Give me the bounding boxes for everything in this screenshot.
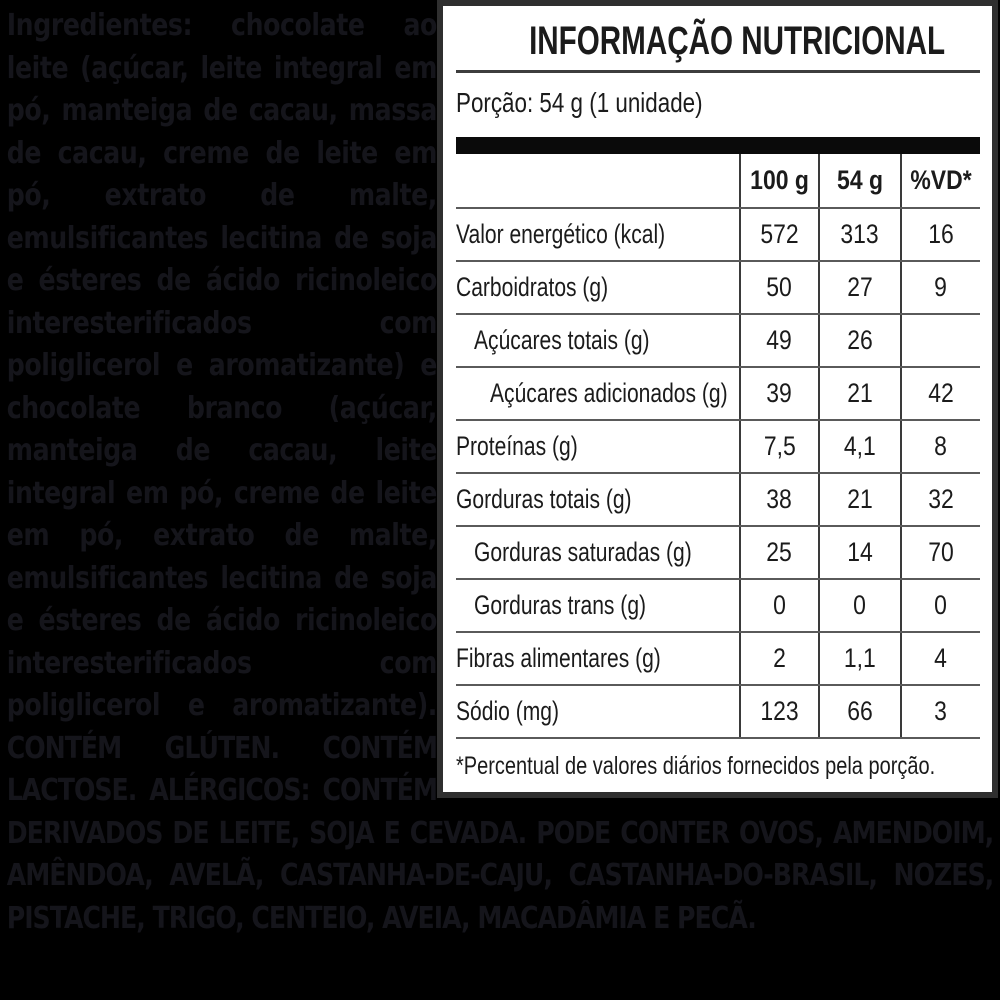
row-value-100g: 0: [773, 590, 786, 620]
row-value-54g: 66: [847, 696, 873, 726]
row-value-vd: 9: [934, 272, 948, 302]
row-label: Sódio (mg): [456, 696, 559, 726]
row-value-100g: 572: [760, 219, 799, 249]
row-value-54g: 21: [847, 484, 873, 514]
header-col-54g-label: 54 g: [837, 165, 883, 195]
header-col-100g: [739, 154, 818, 207]
title-divider: [456, 70, 980, 73]
row-value-100g: 25: [766, 537, 793, 567]
row-label: Proteínas (g): [456, 431, 578, 461]
ingredients-heading: Ingredientes:: [6, 8, 193, 43]
portion-text: Porção: 54 g (1 unidade): [456, 87, 703, 118]
row-value-vd: 4: [934, 643, 948, 673]
row-value-100g: 7,5: [763, 431, 796, 461]
nutrition-facts-panel: [437, 0, 998, 798]
row-value-100g: 39: [766, 378, 793, 408]
panel-title: [456, 18, 980, 64]
row-label: Gorduras saturadas (g): [474, 537, 692, 567]
row-label: Gorduras trans (g): [474, 590, 647, 620]
row-value-100g: 123: [760, 696, 799, 726]
table-row-saturated-fat: [456, 527, 980, 580]
row-value-54g: 14: [847, 537, 873, 567]
table-row-energy: [456, 209, 980, 262]
row-label: Açúcares totais (g): [474, 325, 650, 355]
row-label: Açúcares adicionados (g): [490, 378, 728, 408]
table-row-total-fat: [456, 474, 980, 527]
portion-line: [456, 83, 980, 123]
row-value-54g: 26: [847, 325, 873, 355]
row-label: Fibras alimentares (g): [456, 643, 661, 673]
header-col-54g: [818, 154, 900, 207]
row-value-100g: 38: [766, 484, 793, 514]
table-row-carbs: [456, 262, 980, 315]
row-label: Carboidratos (g): [456, 272, 609, 302]
row-value-vd: 16: [928, 219, 954, 249]
row-value-100g: 2: [773, 643, 786, 673]
row-value-54g: 0: [853, 590, 867, 620]
panel-title-text: INFORMAÇÃO NUTRICIONAL: [529, 19, 946, 63]
daily-value-footnote: [456, 749, 980, 783]
header-separator-bar: [456, 137, 980, 154]
row-value-54g: 21: [847, 378, 873, 408]
table-header-row: [456, 154, 980, 209]
row-value-54g: 313: [840, 219, 880, 249]
row-value-vd: 0: [934, 590, 948, 620]
header-col-vd-label: %VD*: [910, 165, 972, 195]
row-label: Gorduras totais (g): [456, 484, 632, 514]
row-value-54g: 4,1: [844, 431, 876, 461]
row-value-54g: 1,1: [844, 643, 876, 673]
row-value-vd: 3: [934, 696, 948, 726]
header-col-100g-label: 100 g: [750, 165, 809, 195]
allergen-warning: CONTÉM GLÚTEN. CONTÉM LACTOSE. ALÉRGICOS: CONTÉM DERIVADOS DE LEITE, SOJA E CEVADA. PODE CONTER OVOS, AMENDOIM, AMÊNDOA, AVELÃ, CASTANHA-DE-CAJU, CASTANHA-DO-BRASIL, NOZES, PISTACHE, TRIGO, CENTEIO, AVEIA, MACADÂMIA E PECÃ.: [6, 730, 994, 936]
row-value-vd: 70: [928, 537, 954, 567]
row-value-vd: 32: [928, 484, 954, 514]
table-row-added-sugars: [456, 368, 980, 421]
row-value-vd: 42: [928, 378, 954, 408]
row-label: Valor energético (kcal): [456, 219, 666, 249]
row-value-100g: 49: [766, 325, 793, 355]
row-value-vd: 8: [934, 431, 948, 461]
table-row-sodium: [456, 686, 980, 739]
row-value-100g: 50: [766, 272, 793, 302]
header-col-vd: [900, 154, 980, 207]
ingredients-body: chocolate ao leite (açúcar, leite integral em pó, manteiga de cacau, massa de cacau, creme de leite em pó, extrato de malte, emulsificantes lecitina de soja e ésteres de ácido ricinoleico interesterificados com poliglicerol e aromatizante) e chocolate branco (açúcar, manteiga de cacau, leite integral em pó, creme de leite em pó, extrato de malte, emulsificantes lecitina de soja e ésteres de ácido ricinoleico interesterificados com poliglicerol e aromatizante).: [6, 8, 437, 723]
table-row-protein: [456, 421, 980, 474]
table-row-trans-fat: [456, 580, 980, 633]
table-row-fiber: [456, 633, 980, 686]
nutrition-table: [456, 154, 980, 739]
table-row-total-sugars: [456, 315, 980, 368]
daily-value-footnote-text: *Percentual de valores diários fornecidos pela porção.: [456, 752, 936, 780]
row-value-54g: 27: [847, 272, 873, 302]
header-empty-cell: [456, 154, 739, 207]
